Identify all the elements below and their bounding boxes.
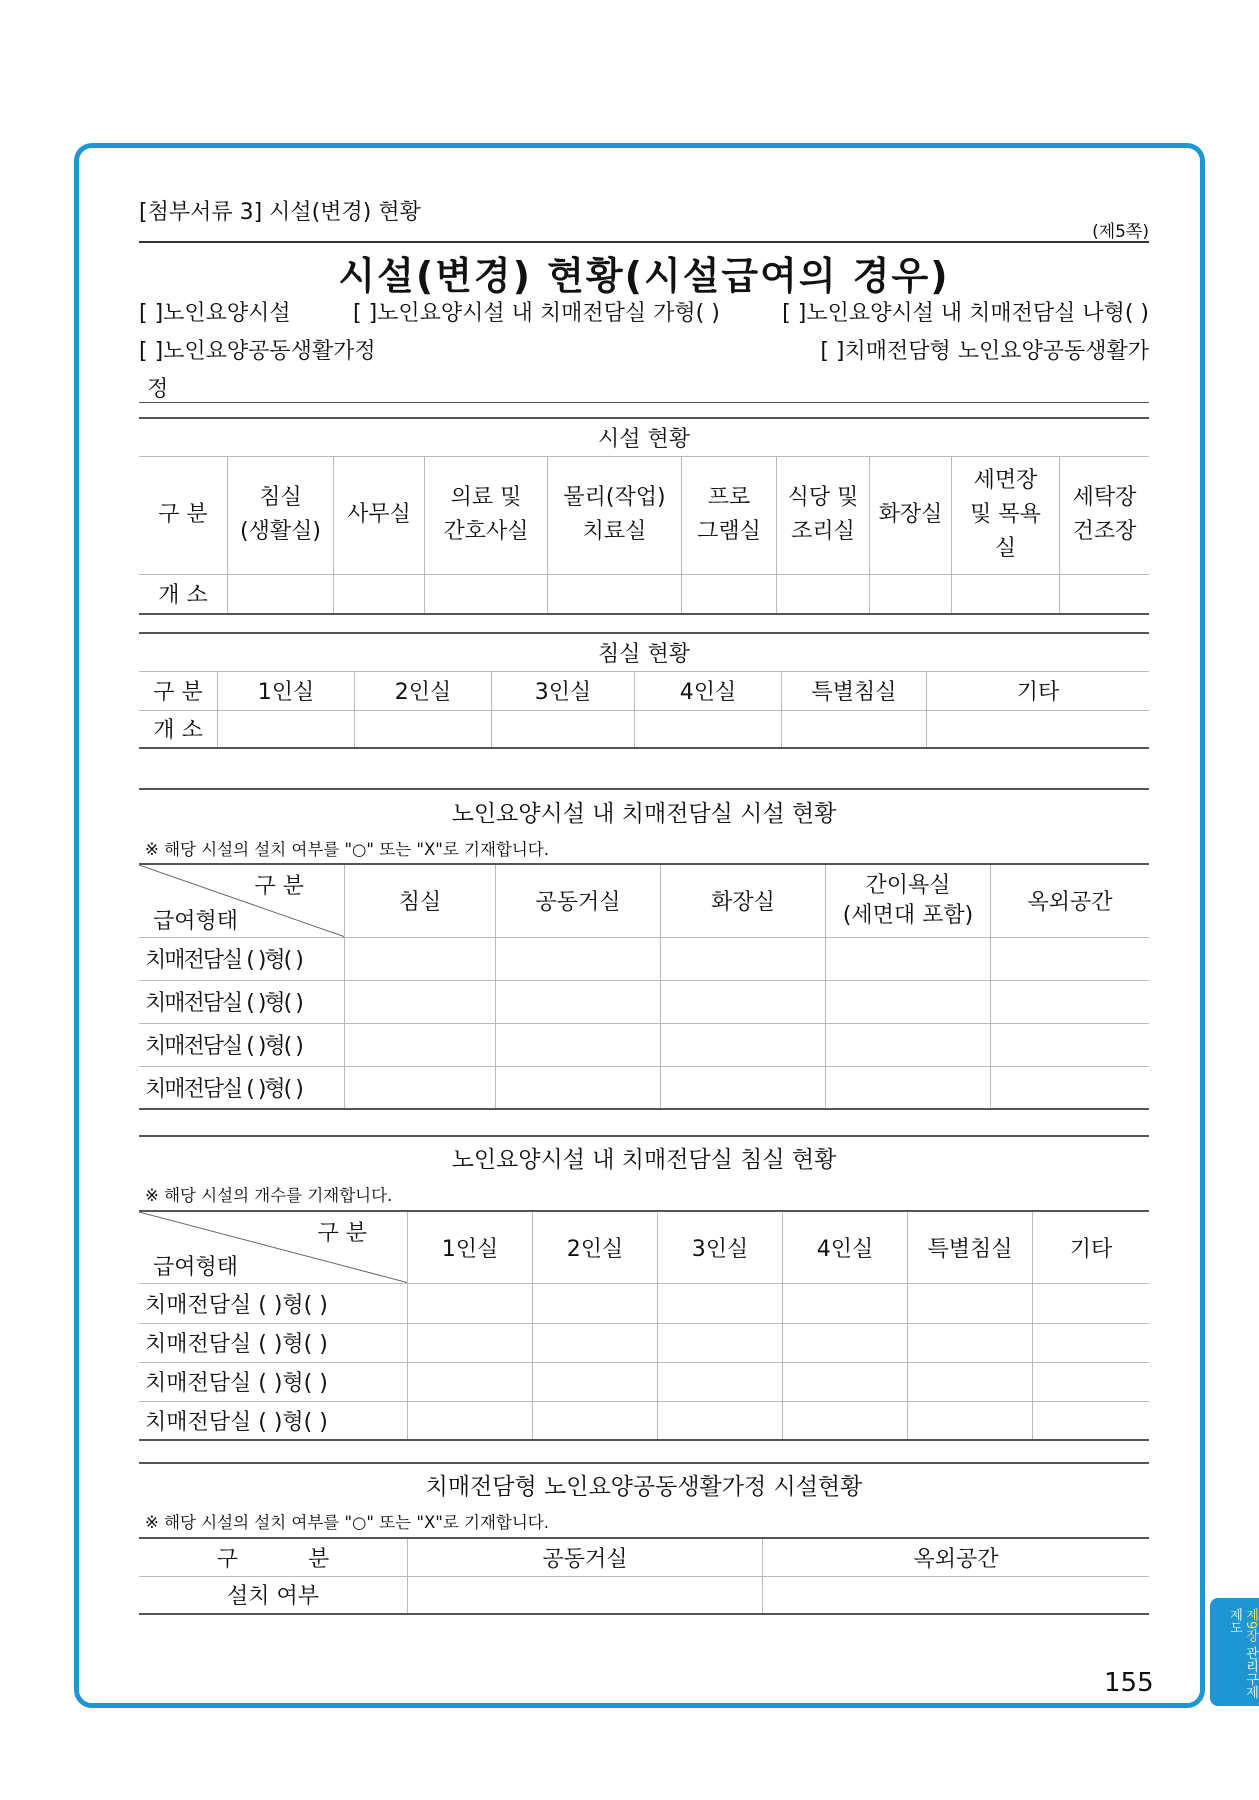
- row-label: 치매전담실 ( )형( ): [139, 937, 345, 980]
- table-row: [139, 710, 1149, 748]
- side-tab-text: [1226, 1608, 1258, 1706]
- input-cell[interactable]: [991, 1023, 1150, 1066]
- input-cell[interactable]: [408, 1576, 763, 1614]
- dementia-facility-caption: 노인요양시설 내 치매전담실 시설 현황: [451, 801, 837, 827]
- input-cell[interactable]: [908, 1401, 1033, 1440]
- form-title: 시설(변경) 현황(시설급여의 경우): [338, 254, 950, 298]
- facility-table-header: [139, 456, 1149, 574]
- table-row: [139, 1066, 1149, 1109]
- diag-header-bottom: 급여형태: [153, 1254, 239, 1280]
- column-header: 공동거실: [408, 1538, 763, 1576]
- side-tab-chapter: 제9장: [1243, 1608, 1258, 1643]
- input-cell[interactable]: [492, 710, 635, 748]
- input-cell[interactable]: [682, 574, 777, 614]
- input-cell[interactable]: [548, 574, 682, 614]
- input-cell[interactable]: [1060, 574, 1150, 614]
- input-cell[interactable]: [658, 1362, 783, 1401]
- column-header: 구 분: [139, 671, 218, 710]
- input-cell[interactable]: [1033, 1401, 1150, 1440]
- divider: [139, 788, 1149, 790]
- column-header: 특별침실: [908, 1211, 1033, 1283]
- diag-header-bottom: 급여형태: [153, 908, 239, 934]
- dementia-facility-header: [139, 864, 1149, 937]
- input-cell[interactable]: [218, 710, 355, 748]
- input-cell[interactable]: [533, 1401, 658, 1440]
- input-cell[interactable]: [1033, 1362, 1150, 1401]
- input-cell[interactable]: [661, 1023, 826, 1066]
- input-cell[interactable]: [1033, 1323, 1150, 1362]
- input-cell[interactable]: [408, 1323, 533, 1362]
- checkbox-line-continuation: 정: [147, 377, 169, 402]
- input-cell[interactable]: [345, 980, 496, 1023]
- input-cell[interactable]: [635, 710, 782, 748]
- column-header: 4인실: [783, 1211, 908, 1283]
- checkbox-line-2: [139, 333, 1149, 371]
- column-header: 1인실: [218, 671, 355, 710]
- input-cell[interactable]: [334, 574, 425, 614]
- column-header: 침실 (생활실): [228, 456, 334, 574]
- column-header: 세면장 및 목욕 실: [952, 456, 1060, 574]
- input-cell[interactable]: [496, 1066, 661, 1109]
- column-header: 3인실: [658, 1211, 783, 1283]
- input-cell[interactable]: [826, 1023, 991, 1066]
- input-cell[interactable]: [952, 574, 1060, 614]
- diagonal-header-cell: [139, 864, 345, 937]
- column-header: 공동거실: [496, 864, 661, 937]
- input-cell[interactable]: [228, 574, 334, 614]
- column-header: 기타: [927, 671, 1150, 710]
- side-tab-title: 관리구제제도: [1227, 1608, 1258, 1699]
- input-cell[interactable]: [345, 1066, 496, 1109]
- row-label: 설치 여부: [139, 1576, 408, 1614]
- divider: [139, 402, 1149, 403]
- input-cell[interactable]: [870, 574, 952, 614]
- input-cell[interactable]: [408, 1401, 533, 1440]
- page-number: 155: [1104, 1668, 1154, 1698]
- input-cell[interactable]: [533, 1323, 658, 1362]
- dementia-bedroom-header: [139, 1211, 1149, 1283]
- input-cell[interactable]: [496, 937, 661, 980]
- table-row: [139, 1323, 1149, 1362]
- table-row: [139, 1401, 1149, 1440]
- input-cell[interactable]: [783, 1362, 908, 1401]
- input-cell[interactable]: [991, 980, 1150, 1023]
- table-row: [139, 980, 1149, 1023]
- column-header: 간이욕실 (세면대 포함): [826, 864, 991, 937]
- column-header: 침실: [345, 864, 496, 937]
- checkbox-line-1: [139, 295, 1149, 333]
- group-home-table: [139, 1537, 1149, 1615]
- table-row: [139, 1283, 1149, 1323]
- input-cell[interactable]: [533, 1283, 658, 1323]
- dementia-facility-table: [139, 863, 1149, 1110]
- page-label: (제5쪽): [1092, 222, 1149, 242]
- input-cell[interactable]: [533, 1362, 658, 1401]
- row-label: 치매전담실 ( )형( ): [139, 980, 345, 1023]
- input-cell[interactable]: [991, 1066, 1150, 1109]
- input-cell[interactable]: [658, 1401, 783, 1440]
- chapter-side-tab: [1210, 1598, 1259, 1706]
- table-row: [139, 1023, 1149, 1066]
- input-cell[interactable]: [658, 1283, 783, 1323]
- attachment-label: [첨부서류 3] 시설(변경) 현황: [139, 200, 421, 225]
- input-cell[interactable]: [496, 1023, 661, 1066]
- checkbox-dementia-type-a[interactable]: [ ]노인요양시설 내 치매전담실 가형( ): [353, 301, 720, 326]
- input-cell[interactable]: [1033, 1283, 1150, 1323]
- input-cell[interactable]: [408, 1362, 533, 1401]
- column-header: 식당 및 조리실: [777, 456, 870, 574]
- column-header: 옥외공간: [991, 864, 1150, 937]
- row-label: 치매전담실 ( )형( ): [139, 1362, 408, 1401]
- input-cell[interactable]: [908, 1362, 1033, 1401]
- group-home-note: ※ 해당 시설의 설치 여부를 "○" 또는 "X"로 기재합니다.: [145, 1513, 549, 1532]
- input-cell[interactable]: [425, 574, 548, 614]
- row-label: 치매전담실 ( )형( ): [139, 1283, 408, 1323]
- table-row: [139, 1362, 1149, 1401]
- title-block: [139, 241, 1149, 300]
- input-cell[interactable]: [908, 1283, 1033, 1323]
- row-label: 치매전담실 ( )형( ): [139, 1023, 345, 1066]
- facility-status-table: [139, 417, 1149, 615]
- row-label: 개 소: [139, 710, 218, 748]
- bedroom-status-table: [139, 632, 1149, 749]
- row-label: 치매전담실 ( )형( ): [139, 1066, 345, 1109]
- group-home-header: [139, 1538, 1149, 1576]
- column-header: 1인실: [408, 1211, 533, 1283]
- input-cell[interactable]: [908, 1323, 1033, 1362]
- input-cell[interactable]: [345, 937, 496, 980]
- dementia-bedroom-note: ※ 해당 시설의 개수를 기재합니다.: [145, 1186, 393, 1205]
- checkbox-dementia-type-b[interactable]: [ ]노인요양시설 내 치매전담실 나형( ): [782, 301, 1149, 326]
- input-cell[interactable]: [408, 1283, 533, 1323]
- checkbox-nursing-facility[interactable]: [ ]노인요양시설: [139, 301, 291, 326]
- input-cell[interactable]: [777, 574, 870, 614]
- group-home-caption: 치매전담형 노인요양공동생활가정 시설현황: [425, 1474, 863, 1500]
- checkbox-line-3: [139, 371, 1149, 409]
- bedroom-table-caption: 침실 현황: [139, 633, 1149, 671]
- input-cell[interactable]: [991, 937, 1150, 980]
- column-header: 특별침실: [782, 671, 927, 710]
- column-header: 의료 및 간호사실: [425, 456, 548, 574]
- dementia-bedroom-caption: 노인요양시설 내 치매전담실 침실 현황: [451, 1147, 837, 1173]
- column-header: 사무실: [334, 456, 425, 574]
- column-header: 기타: [1033, 1211, 1150, 1283]
- input-cell[interactable]: [661, 1066, 826, 1109]
- input-cell[interactable]: [658, 1323, 783, 1362]
- diag-header-top: 구 분: [317, 1221, 367, 1246]
- table-row: [139, 937, 1149, 980]
- column-header: 4인실: [635, 671, 782, 710]
- input-cell[interactable]: [826, 1066, 991, 1109]
- divider: [139, 1135, 1149, 1137]
- input-cell[interactable]: [826, 937, 991, 980]
- input-cell[interactable]: [783, 1283, 908, 1323]
- column-header: 프로 그램실: [682, 456, 777, 574]
- input-cell[interactable]: [661, 980, 826, 1023]
- checkbox-dementia-group-home[interactable]: [ ]치매전담형 노인요양공동생활가: [820, 339, 1149, 364]
- facility-table-caption: 시설 현황: [139, 418, 1149, 456]
- row-label: 치매전담실 ( )형( ): [139, 1323, 408, 1362]
- input-cell[interactable]: [783, 1323, 908, 1362]
- input-cell[interactable]: [763, 1576, 1150, 1614]
- column-header: 화장실: [870, 456, 952, 574]
- column-header: 구 분: [139, 1538, 408, 1576]
- column-header: 옥외공간: [763, 1538, 1150, 1576]
- dementia-facility-note: ※ 해당 시설의 설치 여부를 "○" 또는 "X"로 기재합니다.: [145, 840, 549, 859]
- input-cell[interactable]: [782, 710, 927, 748]
- column-header: 물리(작업) 치료실: [548, 456, 682, 574]
- input-cell[interactable]: [826, 980, 991, 1023]
- column-header: 화장실: [661, 864, 826, 937]
- input-cell[interactable]: [355, 710, 492, 748]
- table-row: [139, 574, 1149, 614]
- column-header: 구 분: [139, 456, 228, 574]
- input-cell[interactable]: [345, 1023, 496, 1066]
- column-header: 2인실: [355, 671, 492, 710]
- row-label: 개 소: [139, 574, 228, 614]
- row-label: 치매전담실 ( )형( ): [139, 1401, 408, 1440]
- column-header: 세탁장 건조장: [1060, 456, 1150, 574]
- input-cell[interactable]: [661, 937, 826, 980]
- table-row: [139, 1576, 1149, 1614]
- column-header: 3인실: [492, 671, 635, 710]
- dementia-bedroom-table: [139, 1210, 1149, 1441]
- checkbox-group-home[interactable]: [ ]노인요양공동생활가정: [139, 339, 376, 364]
- diag-header-top: 구 분: [254, 874, 304, 899]
- column-header: 2인실: [533, 1211, 658, 1283]
- divider: [139, 1462, 1149, 1464]
- input-cell[interactable]: [927, 710, 1150, 748]
- input-cell[interactable]: [783, 1401, 908, 1440]
- input-cell[interactable]: [496, 980, 661, 1023]
- bedroom-table-header: [139, 671, 1149, 710]
- facility-type-checkboxes: [139, 295, 1149, 409]
- diagonal-header-cell: [139, 1211, 408, 1283]
